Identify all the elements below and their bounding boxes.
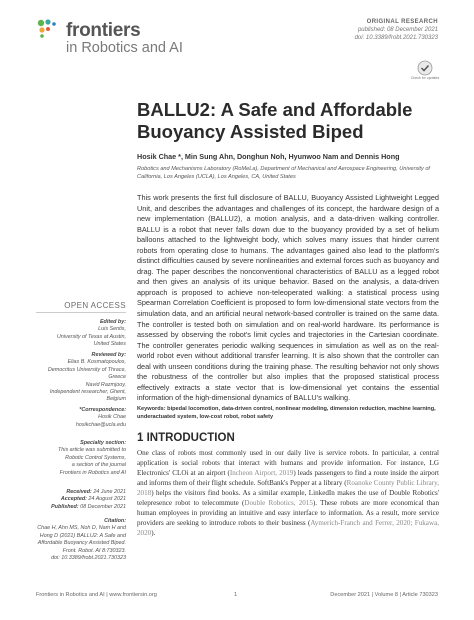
editor-line: United States — [93, 341, 126, 348]
reviewed-by-label: Reviewed by: — [91, 352, 126, 358]
sidebar-divider — [36, 312, 126, 313]
specialty-line: a section of the journal — [71, 462, 126, 469]
check-updates-label: Check for updates — [410, 76, 440, 80]
citation-link[interactable]: Aymerich-Franch and Ferrer, 2020; Fukawa, 2020 — [137, 519, 439, 537]
reviewer-line: Navid Razmjooy, — [85, 381, 126, 388]
affiliation: Robotics and Mechanisms Laboratory (RoMeLa), Department of Mechanical and Aerospace Engineering, University of California, Los Angeles (UCLA), Los Angeles, CA, United States — [137, 166, 430, 180]
check-for-updates-badge[interactable] — [410, 60, 440, 84]
reviewed-by-block — [36, 352, 126, 404]
intro-text-5: ). — [151, 529, 156, 537]
citation-block — [36, 518, 126, 562]
published-date: published: 08 December 2021 — [357, 27, 438, 33]
correspondence-block — [36, 407, 126, 429]
citation-doi[interactable]: doi: 10.3389/frobt.2021.730323 — [51, 555, 126, 562]
dates-block — [36, 489, 126, 511]
specialty-label: Specialty section: — [80, 440, 126, 446]
citation-link[interactable]: Double Robotics, 2015 — [244, 499, 313, 507]
specialty-line: Robotic Control Systems, — [65, 454, 126, 461]
article-doi[interactable]: doi: 10.3389/frobt.2021.730323 — [354, 35, 438, 41]
check-updates-icon — [416, 60, 434, 84]
keywords-label: Keywords: — [137, 406, 166, 412]
edited-by-block — [36, 319, 126, 349]
editor-line: Luis Sentis, — [98, 326, 126, 333]
citation-line: Affordable Buoyancy Assisted Biped. — [37, 540, 126, 547]
accepted-date: Accepted: 24 August 2021 — [60, 496, 126, 503]
intro-text-2: ) leads passengers to find a route inside the airport and informs them of their flight schedule. SoftBank's Pepper at a library ( — [137, 469, 439, 487]
correspondent-name: Hosik Chae — [98, 414, 126, 421]
article-type: ORIGINAL RESEARCH — [366, 19, 438, 25]
editor-line: University of Texas at Austin, — [56, 333, 126, 340]
reviewer-line: Greece — [108, 374, 126, 381]
reviewer-line: Belgium — [106, 396, 126, 403]
citation-link[interactable]: Incheon Airport, 2019 — [229, 469, 294, 477]
journal-name: in Robotics and AI — [66, 40, 183, 56]
received-date: Received: 24 June 2021 — [66, 489, 126, 495]
intro-text-4: ). These robots are more economical than human employees in providing an intuitive and easy interface to information. As a result, more service providers are seeking to introduce robots to their business ( — [137, 499, 439, 527]
reviewer-line: Independent researcher, Ghent, — [49, 389, 126, 396]
citation-label: Citation: — [104, 518, 126, 524]
correspondence-label: *Correspondence: — [79, 407, 126, 413]
abstract: This work presents the first full disclosure of BALLU, Buoyancy Assisted Lightweight Legged Unit, and describes the advantages and challenges of its concept, the hardware design of a new implementation (BALLU2), a motion analysis, and a data-driven walking controller. BALLU is a robot that never falls down due to the buoyancy provided by a set of helium balloons attached to the lightweight body, which solves many issues that hinder current robots from operating close to humans. The advantages gained also lead to the platform's distinct difficulties caused by severe nonlinearities and external forces such as buoyancy and drag. The paper describes the nonconventional characteristics of BALLU as a legged robot and then gives an analysis of its unique behavior. Based on the analysis, a data-driven approach is proposed to achieve non-teleoperated walking: a statistical process using Spearman Correlation Coefficient is proposed to form low-dimensional state vectors from the simulation data, and an artificial neural network-based controller is trained on the same data. The controller is tested both on simulation and on real-world hardware. Its performance is assessed by observing the robot's limit cycles and trajectories in the Cartesian coordinate. The controller generates periodic walking sequences in simulation as well as on the real-world robot even without additional transfer learning. It is also shown that the controller can deal with unseen conditions during the training phase. The resulting behavior not only shows the robustness of the controller but also implies that the proposed statistical process effectively extracts a state vector that is low-dimensional yet contains the essential information of the high-dimensional dynamics of BALLU's walking. — [137, 193, 439, 403]
footer-volume-info: December 2021 | Volume 8 | Article 730323 — [330, 592, 438, 598]
page-number: 1 — [234, 592, 238, 598]
keywords — [137, 406, 439, 421]
section-heading-introduction: 1 INTRODUCTION — [137, 432, 235, 444]
introduction-text — [137, 448, 439, 538]
published-date-side: Published: 08 December 2021 — [51, 503, 126, 510]
specialty-section-block — [36, 440, 126, 477]
journal-logo[interactable] — [36, 18, 236, 58]
reviewer-line: Elias B. Kosmatopoulos, — [67, 359, 126, 366]
correspondent-email[interactable]: hosikchae@ucla.edu — [75, 421, 126, 428]
article-meta — [355, 18, 438, 42]
intro-text-3: ) helps the visitors find books. As a similar example, LinkedIn makes the use of Double Robotics' telepresence robot to telecommute ( — [137, 489, 439, 507]
reviewer-line: Democritus University of Thrace, — [47, 366, 126, 373]
article-title: BALLU2: A Safe and Affordable Buoyancy Assisted Biped — [137, 99, 413, 142]
logo-name: frontiers — [66, 20, 141, 41]
footer-journal-link[interactable]: Frontiers in Robotics and AI | www.frontiersin.org — [36, 592, 157, 598]
author-list[interactable]: Hosik Chae *, Min Sung Ahn, Donghun Noh, Hyunwoo Nam and Dennis Hong — [137, 152, 400, 161]
open-access-label: OPEN ACCESS — [64, 301, 126, 310]
frontiers-logo-icon — [36, 18, 64, 42]
intro-text-1: One class of robots most commonly used in our daily live is service robots. In particular, a central application is social robots that interact with humans and provide information. For instance, LG Electronics' CLOi at an airport ( — [137, 449, 439, 477]
citation-link[interactable]: Roanoke County Public Library, 2018 — [137, 479, 440, 497]
citation-line: Chae H, Ahn MS, Noh D, Nam H and — [37, 525, 126, 532]
keywords-list: bipedal locomotion, data-driven control, nonlinear modeling, dimension reduction, machine learning, underactuated system, low-cost robot, robot safety — [137, 406, 436, 420]
specialty-line: This article was submitted to — [57, 447, 126, 454]
citation-line: Front. Robot. AI 8:730323. — [62, 547, 126, 554]
specialty-line: Frontiers in Robotics and AI — [59, 469, 126, 476]
edited-by-label: Edited by: — [99, 319, 126, 325]
citation-line: Hong D (2021) BALLU2: A Safe and — [39, 532, 126, 539]
